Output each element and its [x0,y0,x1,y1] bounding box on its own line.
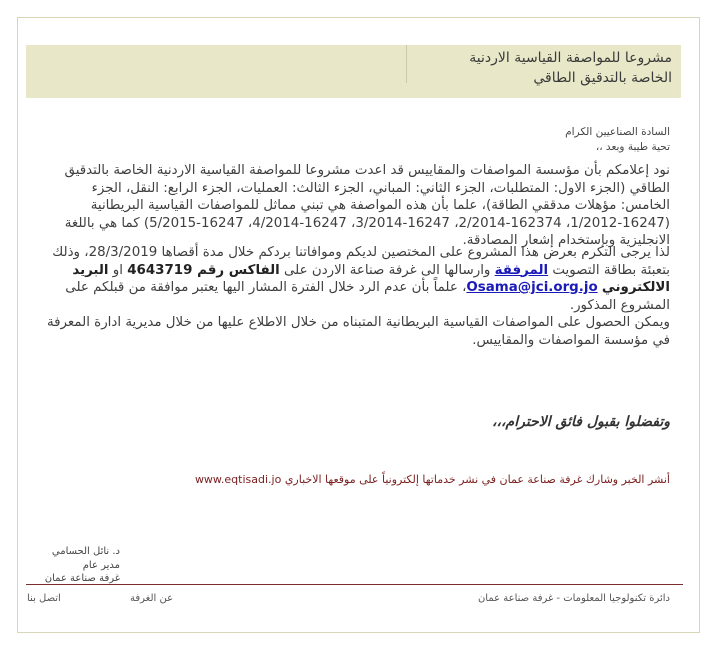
email-label: البريد الالكتروني [72,262,670,295]
fax-number: الفاكس رقم 4643719 [127,262,280,278]
signature-block [20,545,120,586]
signature-org: غرفة صناعة عمان [44,573,120,584]
closing-remark: وتفضلوا بقبول فائق الاحترام،،، [492,414,670,430]
footer-about-link[interactable]: عن الغرفة [130,593,174,604]
salutation-line1: السادة الصناعيين الكرام [565,126,670,138]
instructions-part2: وارسالها الى غرفة صناعة الاردن على [279,262,495,278]
banner-title-line2: الخاصة بالتدقيق الطاقي [533,70,672,86]
signature-title: مدير عام [82,559,120,571]
instructions-part4: ، علماً بأن عدم الرد خلال الفترة المشار اليها يعتبر موافقة من قبلكم على المشروع المذكور. [65,280,670,313]
salutation-line2: تحية طيبة وبعد ،، [595,141,670,153]
instructions-part5: ويمكن الحصول على المواصفات القياسية البريطانية المتبناه من خلال الاطلاع عليها من خلال مديرية ادارة المعرفة في مؤسسة المواصفات والمقاييس. [46,315,670,348]
email-link[interactable]: Osama@jci.org.jo [466,280,598,295]
instructions-paragraph [45,244,670,349]
instructions-part3: او [108,262,128,278]
banner-title [469,48,672,88]
footer-contact-link[interactable]: اتصل بنا [27,593,61,604]
attachment-link[interactable]: المرفقة [494,262,549,278]
footer-divider [26,584,683,585]
footer-department: دائرة تكنولوجيا المعلومات - غرفة صناعة عمان [477,593,670,604]
banner-title-line1: مشروعا للمواصفة القياسية الاردنية [469,50,672,66]
banner-divider [406,45,407,83]
announcement-paragraph: نود إعلامكم بأن مؤسسة المواصفات والمقاييس قد اعدت مشروعا للمواصفة القياسية الاردنية الخاصة بالتدقيق الطاقي (الجزء الاول: المتطلبات، الجزء الثاني: المباني، الجزء الثالث: العمليات، الجزء الرابع: النقل، الجزء الخامس: مؤهلات مدققي الطاقة)، علما بأن هذه المواصفة هي تبني مماثل للمواصفات القياسية البريطانية (16247-1/2012، 162374-2/2014، 16247-3/2014، 16247-4/2014، 16247-5/2015) كما هي باللغة الانجليزية وبإستخدام إشعار المصادقة. [64,163,670,248]
salutation [565,125,670,155]
signature-name: د. نائل الحسامي [51,546,120,557]
instructions-part1: لذا يرجى التكرم بعرض هذا المشروع على المختصين لديكم وموافاتنا بردكم خلال مدة أقصاها 28/3/2019، وذلك بتعبئة بطاقة التصويت [52,245,670,278]
share-notice: أنشر الخبر وشارك غرفة صناعة عمان في نشر خدماتها إلكترونياً على موقعها الاخباري www.eqtisadi.jo [194,473,670,486]
